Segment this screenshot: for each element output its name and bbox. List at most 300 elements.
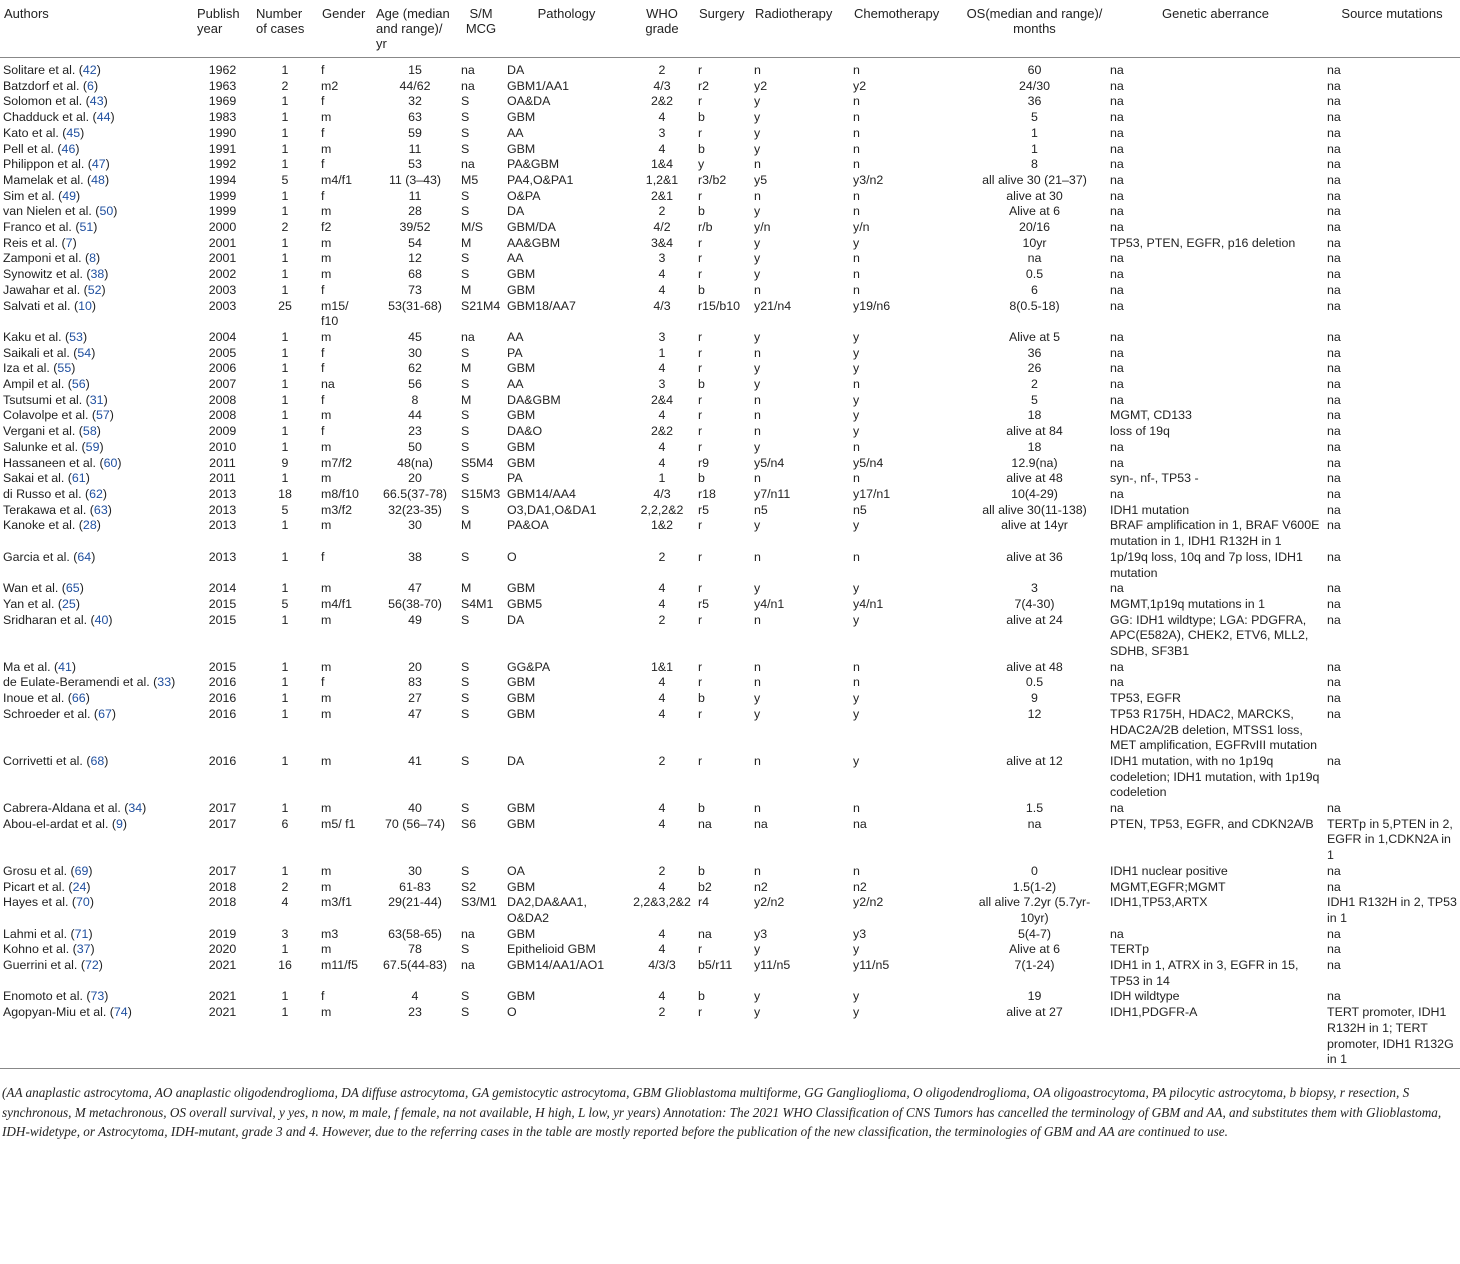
cell-number-of-cases: 1	[281, 141, 289, 156]
cell-publish-year: 2002	[208, 267, 237, 282]
cell-radiotherapy: n	[754, 157, 761, 172]
cell-sm-mcg: S5M4	[461, 455, 494, 470]
table-row	[0, 487, 1460, 503]
cell-radiotherapy: y	[754, 361, 761, 376]
cell-source-mutations: na	[1327, 204, 1341, 219]
table-row	[0, 440, 1460, 456]
cell-who-grade: 2	[658, 612, 666, 627]
cell-radiotherapy: n	[754, 801, 761, 816]
reference-link[interactable]: 65	[65, 581, 80, 596]
cell-sm-mcg: S	[461, 408, 470, 423]
cell-os: 3	[1031, 581, 1038, 596]
author-name: Philippon et al.	[3, 157, 85, 172]
reference-link[interactable]: 66	[71, 691, 86, 706]
cell-radiotherapy: n	[754, 549, 761, 564]
reference-link[interactable]: 43	[89, 94, 104, 109]
table-row	[0, 299, 1460, 330]
cell-radiotherapy: y	[754, 251, 761, 266]
cell-number-of-cases: 2	[281, 220, 289, 235]
cell-chemotherapy: n	[853, 267, 860, 282]
cell-pathology: O	[507, 1005, 517, 1020]
cell-genetic-aberrance: IDH1,PDGFR-A	[1110, 1005, 1198, 1020]
table-row	[0, 456, 1460, 472]
cell-source-mutations: na	[1327, 157, 1341, 172]
cell-genetic-aberrance: na	[1110, 675, 1124, 690]
cell-publish-year: 2017	[208, 816, 237, 831]
cell-who-grade: 1,2&1	[645, 172, 679, 187]
cell-sm-mcg: na	[461, 78, 475, 93]
header-chemotherapy: Chemotherapy	[850, 0, 962, 58]
cell-source-mutations: na	[1327, 659, 1341, 674]
cell-pathology: PA&GBM	[507, 157, 560, 172]
reference-link[interactable]: 58	[82, 424, 97, 439]
cell-genetic-aberrance: na	[1110, 125, 1124, 140]
cell-source-mutations: na	[1327, 691, 1341, 706]
reference-link[interactable]: 25	[62, 596, 76, 611]
cell-source-mutations: na	[1327, 188, 1341, 203]
cell-surgery: r/b	[698, 220, 713, 235]
author-name: Tsutsumi et al.	[3, 392, 83, 407]
cell-gender: m4/f1	[321, 172, 352, 187]
reference-link[interactable]: 63	[93, 502, 108, 517]
cell-gender: f	[321, 361, 325, 376]
reference-link[interactable]: 70	[76, 895, 90, 910]
author-name: Sridharan et al.	[3, 612, 88, 627]
reference-link[interactable]: 9	[115, 816, 123, 831]
cell-os: Alive at 6	[1009, 942, 1060, 957]
cell-chemotherapy: y	[853, 392, 860, 407]
cell-genetic-aberrance: IDH1 nuclear positive	[1110, 863, 1228, 878]
cell-radiotherapy: n	[754, 392, 761, 407]
table-footnote: (AA anaplastic astrocytoma, AO anaplastic oligodendroglioma, DA diffuse astrocytoma, GA gemistocytic astrocytoma, GBM Glioblastoma multiforme, GG Ganglioglioma, O oligodendroglioma, OA oligoastrocytoma, PA pilocytic astrocytoma, b biopsy, r resection, S synchronous, M metachronous, OS overall survival, y yes, n now, m male, f female, na not available, H high, L low, yr years) Annotation: The 2021 WHO Classification of CNS Tumors has cancelled the terminology of GBM and AA, and substitutes them with Glioblastoma, IDH-widetype, or Astrocytoma, IDH-mutant, grade 3 and 4. However, due to the referring cases in the table are mostly reported before the publication of the new classification, the terminologies of GBM and AA are continued to use.	[2, 1085, 1442, 1139]
cell-number-of-cases: 1	[281, 706, 289, 721]
cell-source-mutations: na	[1327, 110, 1341, 125]
cell-age: 4	[411, 989, 419, 1004]
cell-age: 38	[408, 549, 422, 564]
cell-number-of-cases: 1	[281, 94, 289, 109]
cell-age: 70 (56–74)	[385, 816, 445, 831]
cell-gender: m3	[321, 926, 339, 941]
cell-publish-year: 2010	[208, 439, 237, 454]
author-name: Yan et al.	[3, 596, 55, 611]
cell-gender: f2	[321, 220, 332, 235]
cell-authors: Hayes et al. (70)	[3, 895, 94, 910]
cell-who-grade: 1	[658, 345, 666, 360]
cell-radiotherapy: n	[754, 753, 761, 768]
author-name: Terakawa et al.	[3, 502, 87, 517]
reference-link[interactable]: 53	[69, 329, 83, 344]
cell-authors: Colavolpe et al. (57)	[3, 408, 114, 423]
reference-link[interactable]: 42	[82, 63, 97, 77]
cell-authors: Solomon et al. (43)	[3, 94, 108, 109]
cell-pathology: DA	[507, 753, 525, 768]
cell-sm-mcg: S	[461, 706, 470, 721]
cell-authors: Terakawa et al. (63)	[3, 502, 112, 517]
cell-sm-mcg: S3/M1	[461, 895, 497, 910]
cell-number-of-cases: 1	[281, 942, 289, 957]
cell-gender: f	[321, 188, 325, 203]
cell-source-mutations: na	[1327, 345, 1341, 360]
cell-authors: Sim et al. (49)	[3, 188, 81, 203]
cell-authors: Iza et al. (55)	[3, 361, 76, 376]
reference-link[interactable]: 64	[77, 549, 92, 564]
cell-os: all alive 30(11-138)	[982, 502, 1087, 517]
cell-authors: Kaku et al. (53)	[3, 329, 88, 344]
cell-authors: Cabrera-Aldana et al. (34)	[3, 801, 147, 816]
cell-pathology: AA	[507, 329, 524, 344]
cell-pathology: GG&PA	[507, 659, 551, 674]
cell-genetic-aberrance: MGMT,EGFR;MGMT	[1110, 879, 1226, 894]
table-row	[0, 58, 1460, 79]
reference-link[interactable]: 6	[87, 78, 94, 93]
cell-number-of-cases: 1	[281, 282, 289, 297]
cell-chemotherapy: n5	[853, 502, 867, 517]
cell-number-of-cases: 4	[281, 895, 289, 910]
cell-surgery: r	[698, 942, 703, 957]
cell-source-mutations: na	[1327, 408, 1341, 423]
cell-authors: de Eulate-Beramendi et al. (33)	[3, 675, 176, 690]
cell-os: 60	[1027, 63, 1042, 77]
cell-who-grade: 2&1	[650, 188, 674, 203]
table-row	[0, 518, 1460, 549]
cell-publish-year: 2016	[208, 675, 237, 690]
cell-chemotherapy: y5/n4	[853, 455, 884, 470]
cell-radiotherapy: n2	[754, 879, 768, 894]
cell-publish-year: 2016	[208, 691, 237, 706]
cell-who-grade: 2	[658, 1005, 666, 1020]
cell-publish-year: 2021	[208, 1005, 237, 1020]
cell-gender: m	[321, 110, 332, 125]
cell-source-mutations: na	[1327, 78, 1341, 93]
reference-link[interactable]: 47	[91, 157, 106, 172]
cell-source-mutations: na	[1327, 549, 1341, 564]
cell-publish-year: 1990	[208, 125, 237, 140]
cell-chemotherapy: n	[853, 110, 860, 125]
cell-sm-mcg: M	[461, 581, 472, 596]
cell-chemotherapy: n	[853, 157, 860, 172]
cell-gender: m	[321, 204, 332, 219]
cell-who-grade: 1&2	[650, 518, 674, 533]
cell-genetic-aberrance: na	[1110, 220, 1124, 235]
cell-source-mutations: na	[1327, 675, 1341, 690]
reference-link[interactable]: 46	[61, 141, 76, 156]
cell-chemotherapy: n	[853, 439, 860, 454]
cell-number-of-cases: 1	[281, 1005, 289, 1020]
cell-source-mutations: na	[1327, 706, 1341, 721]
cell-genetic-aberrance: 1p/19q loss, 10q and 7p loss, IDH1 mutation	[1110, 549, 1303, 580]
cell-radiotherapy: n5	[754, 502, 768, 517]
reference-link[interactable]: 51	[79, 220, 94, 235]
author-name: Sakai et al.	[3, 471, 65, 486]
cell-pathology: DA&O	[507, 424, 543, 439]
cell-sm-mcg: S4M1	[461, 596, 494, 611]
cell-genetic-aberrance: na	[1110, 377, 1124, 392]
reference-link[interactable]: 55	[57, 361, 72, 376]
cell-number-of-cases: 1	[281, 345, 289, 360]
cell-pathology: GBM	[507, 439, 536, 454]
reference-link[interactable]: 62	[89, 486, 103, 501]
reference-link[interactable]: 67	[98, 706, 112, 721]
header-age: Age (median and range)/ yr	[372, 0, 458, 58]
header-gender: Gender	[318, 0, 372, 58]
cell-gender: f	[321, 345, 325, 360]
reference-link[interactable]: 40	[94, 612, 109, 627]
cell-sm-mcg: M	[461, 282, 472, 297]
reference-link[interactable]: 31	[89, 392, 104, 407]
cell-gender: f	[321, 549, 325, 564]
cell-os: 0.5	[1025, 675, 1044, 690]
cell-genetic-aberrance: na	[1110, 188, 1124, 203]
reference-link[interactable]: 49	[62, 188, 77, 203]
cell-surgery: r	[698, 549, 703, 564]
cell-number-of-cases: 1	[281, 235, 289, 250]
cell-sm-mcg: S	[461, 141, 470, 156]
cell-genetic-aberrance: IDH1 mutation, with no 1p19q codeletion; IDH1 mutation, with 1p19q codeletion	[1110, 753, 1320, 800]
reference-link[interactable]: 10	[78, 298, 92, 313]
cell-age: 47	[408, 581, 422, 596]
cell-pathology: GBM	[507, 816, 536, 831]
cell-who-grade: 4	[658, 691, 666, 706]
reference-link[interactable]: 50	[99, 204, 114, 219]
reference-link[interactable]: 69	[74, 863, 89, 878]
cell-who-grade: 1	[658, 471, 666, 486]
table-row	[0, 707, 1460, 754]
cell-sm-mcg: M/S	[461, 220, 484, 235]
reference-link[interactable]: 33	[157, 675, 172, 690]
cell-genetic-aberrance: PTEN, TP53, EGFR, and CDKN2A/B	[1110, 816, 1314, 831]
reference-link[interactable]: 8	[89, 251, 96, 266]
cell-authors: Pell et al. (46)	[3, 141, 80, 156]
cell-gender: m	[321, 801, 332, 816]
cell-surgery: r18	[698, 486, 716, 501]
table-row	[0, 267, 1460, 283]
cell-publish-year: 1983	[208, 110, 237, 125]
cell-sm-mcg: S	[461, 801, 470, 816]
cell-source-mutations: na	[1327, 801, 1341, 816]
reference-link[interactable]: 61	[71, 471, 86, 486]
header-radiotherapy: Radiotherapy	[751, 0, 850, 58]
table-row	[0, 864, 1460, 880]
table-row	[0, 408, 1460, 424]
cell-pathology: DA2,DA&AA1, O&DA2	[507, 895, 587, 925]
cell-number-of-cases: 1	[281, 581, 289, 596]
cell-number-of-cases: 9	[281, 455, 289, 470]
cell-os: 5	[1031, 110, 1038, 125]
reference-link[interactable]: 24	[72, 879, 87, 894]
cell-age: 29(21-44)	[388, 895, 442, 910]
reference-link[interactable]: 56	[71, 377, 86, 392]
cell-number-of-cases: 1	[281, 110, 289, 125]
cell-number-of-cases: 1	[281, 659, 289, 674]
reference-link[interactable]: 41	[58, 659, 72, 674]
reference-link[interactable]: 60	[103, 455, 118, 470]
cell-authors: Salunke et al. (59)	[3, 439, 104, 454]
cell-genetic-aberrance: na	[1110, 110, 1124, 125]
author-name: Kohno et al.	[3, 942, 70, 957]
cell-who-grade: 4/3	[653, 298, 671, 313]
cell-age: 59	[408, 125, 422, 140]
cell-gender: m	[321, 141, 332, 156]
cell-publish-year: 1999	[208, 188, 237, 203]
reference-link[interactable]: 37	[76, 942, 91, 957]
cell-age: 47	[408, 706, 422, 721]
cell-authors: Schroeder et al. (67)	[3, 706, 116, 721]
cell-number-of-cases: 2	[281, 879, 289, 894]
cell-gender: na	[321, 377, 335, 392]
cell-surgery: b	[698, 204, 705, 219]
table-row	[0, 283, 1460, 299]
cell-gender: m7/f2	[321, 455, 352, 470]
cell-publish-year: 2006	[208, 361, 237, 376]
author-name: Batzdorf et al.	[3, 78, 80, 93]
cell-source-mutations: na	[1327, 612, 1341, 627]
table-row	[0, 236, 1460, 252]
cell-radiotherapy: y	[754, 235, 761, 250]
header-who-grade: WHO grade	[629, 0, 695, 58]
reference-link[interactable]: 54	[77, 345, 92, 360]
cell-authors: Sridharan et al. (40)	[3, 612, 113, 627]
cell-number-of-cases: 5	[281, 172, 289, 187]
header-publish-year: Publish year	[193, 0, 252, 58]
author-name: Saikali et al.	[3, 345, 70, 360]
cell-chemotherapy: y	[853, 424, 860, 439]
author-name: Reis et al.	[3, 235, 59, 250]
cell-os: alive at 24	[1006, 612, 1063, 627]
cell-pathology: GBM	[507, 989, 536, 1004]
cell-gender: m	[321, 879, 332, 894]
table-row	[0, 424, 1460, 440]
cell-radiotherapy: na	[754, 816, 768, 831]
cell-sm-mcg: S	[461, 267, 470, 282]
cell-who-grade: 2&2	[650, 424, 674, 439]
cell-source-mutations: TERT promoter, IDH1 R132H in 1; TERT promoter, IDH1 R132G in 1	[1327, 1005, 1454, 1067]
cell-radiotherapy: y	[754, 706, 761, 721]
cell-gender: m	[321, 612, 332, 627]
cell-sm-mcg: S	[461, 863, 470, 878]
cell-authors: Solitare et al. (42)	[3, 63, 101, 77]
table-row	[0, 895, 1460, 926]
reference-link[interactable]: 52	[87, 282, 102, 297]
table-row	[0, 754, 1460, 801]
cell-who-grade: 4/3	[653, 486, 671, 501]
reference-link[interactable]: 72	[84, 958, 99, 973]
cell-surgery: r	[698, 439, 703, 454]
cell-surgery: y	[698, 157, 705, 172]
cell-gender: m	[321, 863, 332, 878]
cell-sm-mcg: S	[461, 753, 470, 768]
cell-pathology: GBM	[507, 926, 536, 941]
cell-authors: Lahmi et al. (71)	[3, 926, 93, 941]
author-name: Mamelak et al.	[3, 172, 84, 187]
reference-link[interactable]: 59	[85, 439, 100, 454]
cell-pathology: PA&OA	[507, 518, 549, 533]
cell-age: 53	[408, 157, 422, 172]
cell-gender: f	[321, 989, 325, 1004]
cell-sm-mcg: S21M4	[461, 298, 501, 313]
cell-authors: Franco et al. (51)	[3, 220, 98, 235]
cell-genetic-aberrance: IDH wildtype	[1110, 989, 1180, 1004]
cell-os: alive at 14yr	[1001, 518, 1068, 533]
cell-surgery: r	[698, 1005, 703, 1020]
table-row	[0, 958, 1460, 989]
cell-publish-year: 2003	[208, 282, 237, 297]
reference-link[interactable]: 34	[128, 801, 143, 816]
reference-link[interactable]: 68	[90, 753, 105, 768]
table-row	[0, 927, 1460, 943]
cell-publish-year: 1999	[208, 204, 237, 219]
cell-age: 48(na)	[397, 455, 433, 470]
table-row	[0, 126, 1460, 142]
cell-pathology: GBM	[507, 282, 536, 297]
cell-authors: Kohno et al. (37)	[3, 942, 95, 957]
cell-authors: Mamelak et al. (48)	[3, 172, 110, 187]
cell-who-grade: 4	[658, 989, 666, 1004]
cell-number-of-cases: 1	[281, 408, 289, 423]
cell-authors: Reis et al. (7)	[3, 235, 77, 250]
cell-os: alive at 27	[1006, 1005, 1063, 1020]
cell-chemotherapy: n	[853, 549, 860, 564]
cell-pathology: GBM	[507, 801, 536, 816]
reference-link[interactable]: 44	[96, 110, 111, 125]
cell-surgery: r	[698, 675, 703, 690]
header-authors: Authors	[0, 0, 193, 58]
cell-number-of-cases: 1	[281, 204, 289, 219]
cell-genetic-aberrance: na	[1110, 94, 1124, 109]
cell-gender: m	[321, 251, 332, 266]
cell-publish-year: 2005	[208, 345, 237, 360]
cell-genetic-aberrance: na	[1110, 78, 1124, 93]
cell-publish-year: 2003	[208, 298, 237, 313]
cell-age: 56(38-70)	[388, 596, 442, 611]
cell-number-of-cases: 1	[281, 125, 289, 140]
reference-link[interactable]: 48	[91, 172, 105, 187]
cell-genetic-aberrance: TP53 R175H, HDAC2, MARCKS, HDAC2A/2B deletion, MTSS1 loss, MET amplification, EGFRvIII mutation	[1110, 706, 1318, 753]
cell-number-of-cases: 3	[281, 926, 289, 941]
reference-link[interactable]: 38	[90, 267, 105, 282]
table-row	[0, 471, 1460, 487]
cell-who-grade: 2&4	[650, 392, 674, 407]
cell-pathology: GBM	[507, 110, 536, 125]
reference-link[interactable]: 74	[113, 1005, 128, 1020]
author-name: Ma et al.	[3, 659, 51, 674]
cell-pathology: PA	[507, 345, 523, 360]
cell-sm-mcg: S2	[461, 879, 477, 894]
cell-chemotherapy: y	[853, 691, 860, 706]
cell-os: 2	[1031, 377, 1038, 392]
author-name: Solitare et al.	[3, 63, 76, 77]
cell-radiotherapy: n	[754, 282, 761, 297]
cell-sm-mcg: S	[461, 188, 470, 203]
reference-link[interactable]: 28	[82, 518, 97, 533]
cell-sm-mcg: M	[461, 361, 472, 376]
reference-link[interactable]: 71	[74, 926, 89, 941]
cell-chemotherapy: n	[853, 471, 860, 486]
reference-link[interactable]: 45	[66, 125, 81, 140]
reference-link[interactable]: 7	[65, 235, 73, 250]
cell-pathology: OA&DA	[507, 94, 551, 109]
table-row	[0, 942, 1460, 958]
cell-who-grade: 4	[658, 801, 666, 816]
cell-age: 20	[408, 471, 422, 486]
cell-sm-mcg: S	[461, 691, 470, 706]
reference-link[interactable]: 57	[96, 408, 110, 423]
reference-link[interactable]: 73	[90, 989, 105, 1004]
author-name: Cabrera-Aldana et al.	[3, 801, 121, 816]
cell-source-mutations: na	[1327, 471, 1341, 486]
cell-surgery: b	[698, 863, 705, 878]
cell-sm-mcg: S	[461, 94, 470, 109]
cell-surgery: r	[698, 345, 703, 360]
